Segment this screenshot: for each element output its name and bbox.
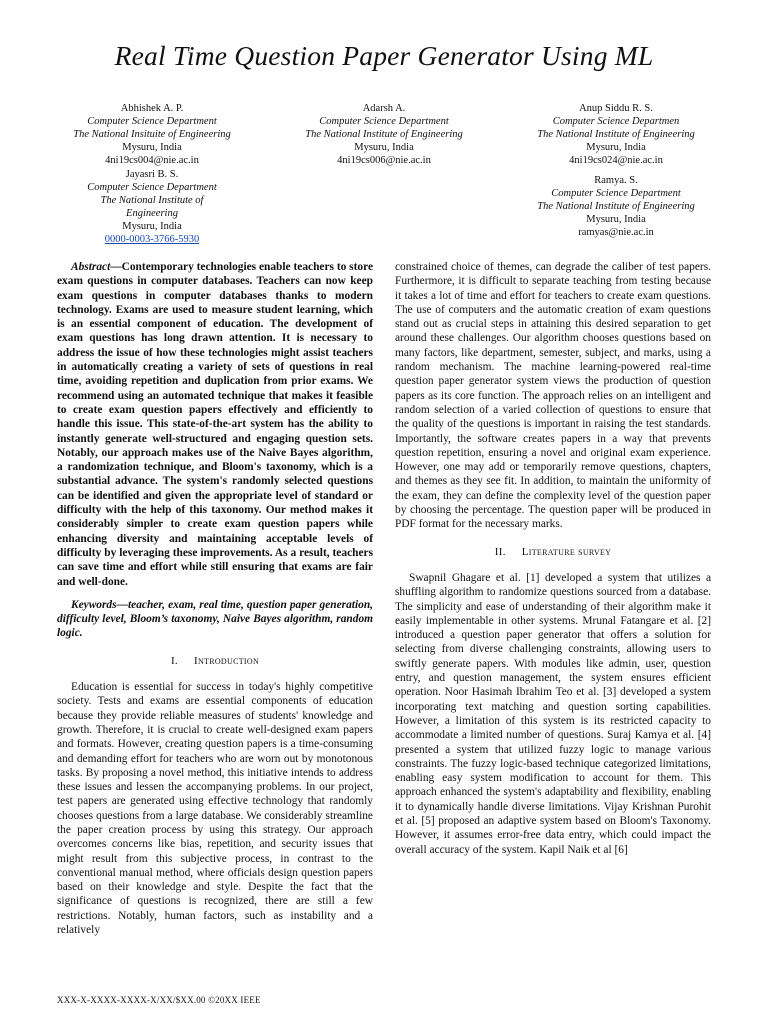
author-email: 4ni19cs004@nie.ac.in: [105, 155, 199, 166]
author-institute: Engineering: [126, 208, 178, 219]
left-column: [57, 260, 373, 937]
author-email: 4ni19cs024@nie.ac.in: [569, 155, 663, 166]
copyright-footer: XXX-X-XXXX-XXXX-X/XX/$XX.00 ©20XX IEEE: [57, 995, 261, 1005]
author-department: Computer Science Department: [319, 116, 449, 127]
author-institute: The National Institute of Engineering: [305, 129, 463, 140]
abstract: Abstract—Contemporary technologies enable teachers to store exam questions in computer databases. Teachers can now keep exam questions in computer databases thanks to modern technology. Exams are used to measure student learning, which is an essential component of education. The development of exam questions has long drawn attention. It is necessary to address the issue of how these technologies might assist teachers in automatically creating a variety of sets of questions in real time, avoiding repetition and duplication from prior exams. We recommend using an automated technique that makes it feasible to create exam question papers effectively and efficiently to handle this issue. This state-of-the-art system has the ability to instantly generate well-structured and engaging question sets. Notably, our approach makes use of the Naive Bayes algorithm, a randomization technique, and Bloom's taxonomy, which is a substantial advance. The system's randomly selected questions can be identified and given the appropriate level of standard or difficulty with the help of this taxonomy. Our method makes it considerably simpler to create exam question papers while enhancing diversity and maintaining acceptable levels of difficulty by leveraging these improvements. As a result, teachers can save time and effort while still ensuring that exams are fair and well-done.: [57, 261, 373, 588]
author-city: Mysuru, India: [122, 142, 182, 153]
introduction-continued-paragraph: constrained choice of themes, can degrade the caliber of test papers. Furthermore, it is difficult to separate teaching from testing because it takes a lot of time and effort for teachers to create exam questions. The use of computers and the automatic creation of exam questions stand out as crucial steps in attaining this desired separation to get around these challenges. Our algorithm chooses questions based on many factors, like department, semester, subject, and marks, using a random mechanism. The machine learning-powered real-time question paper generator system views the production of question papers as its core function. The approach relies on an intelligent and random selection of a varied collection of questions to ensure that the quality of the questions is important in raising the test standards. Importantly, the software creates papers in a way that prevents question repetition, ensuring a novel and original exam experience. However, one may add or temporarily remove questions, chapters, and themes as they see fit. In addition, to maintain the uniformity of the exam, they can define the complexity level of the question paper by choosing the percentage. The question paper will be produced in PDF format for the necessary marks.: [395, 261, 711, 531]
author-department: Computer Science Department: [87, 116, 217, 127]
keywords-text: teacher, exam, real time, question paper generation, difficulty level, Bloom’s taxonomy, Naive Bayes algorithm, random logic.: [57, 598, 373, 640]
author-name: Ramya. S.: [594, 175, 638, 186]
author-name: Adarsh A.: [362, 103, 406, 114]
author-institute: The National Institute of Engineering: [537, 201, 695, 212]
abstract-text: Contemporary technologies enable teachers to store exam questions in computer databases. Teachers can now keep exam questions in computer databases thanks to modern technology. Exams are used to measure student learning, which is an essential component of education. The development of exam questions has long drawn attention. It is necessary to address the issue of how these technologies might assist teachers in automatically creating a variety of sets of questions in real time, avoiding repetition and duplication from prior exams. We recommend using an automated technique that makes it feasible to create exam question papers effectively and efficiently to handle this issue. This state-of-the-art system has the ability to instantly generate well-structured and engaging question sets. Notably, our approach makes use of the Naive Bayes algorithm, a randomization technique, and Bloom's taxonomy, which is a substantial advance. The system's randomly selected questions can be identified and given the appropriate level of standard or difficulty with the help of this taxonomy. Our method makes it considerably simpler to create exam question papers while enhancing diversity and maintaining acceptable levels of difficulty by leveraging these improvements. As a result, teachers can save time and effort while still ensuring that exams are fair and well-done.: [57, 261, 373, 588]
keywords-label: Keywords: [71, 598, 117, 611]
author-city: Mysuru, India: [122, 221, 182, 232]
author-department: Computer Science Departmen: [552, 116, 680, 127]
author-name: Anup Siddu R. S.: [579, 103, 653, 114]
orcid-link[interactable]: 0000-0003-3766-5930: [104, 234, 200, 245]
author-block: [52, 168, 252, 246]
author-institute: The National Institute of Engineering: [537, 129, 695, 140]
author-institute: The National Institute of: [100, 195, 204, 206]
section-heading-literature-survey: II. Literature survey: [494, 545, 612, 558]
author-block: [516, 102, 716, 167]
paper-title: Real Time Question Paper Generator Using ML: [114, 40, 654, 71]
keywords: Keywords—teacher, exam, real time, question paper generation, difficulty level, Bloom’s taxonomy, Naive Bayes algorithm, random logic.: [57, 598, 373, 640]
author-block: [52, 102, 252, 167]
author-block: [516, 174, 716, 239]
author-name: Abhishek A. P.: [120, 103, 184, 114]
right-column: [395, 260, 711, 857]
literature-survey-paragraph: Swapnil Ghagare et al. [1] developed a system that utilizes a shuffling algorithm to randomize questions sourced from a database. The simplicity and ease of understanding of their algorithm make it easily implementable in other systems. Mrunal Fatangare et al. [2] introduced a question paper generator that offers a solution for selecting from diverse challenging constraints, allowing users to swiftly generate papers. With modules like admin, user, question entry, and question management, the system ensures efficient operation. Noor Hasimah Ibrahim Teo et al. [3] developed a system incorporating text matching and question sorting capabilities. However, a limitation of this system is its restricted capacity to accommodate a limited number of questions. Suraj Kamya et al. [4] presented a system that utilized fuzzy logic to manage various constraints. The fuzzy logic-based technique categorized limitations, enabling easy system modification to account for them. This approach enhanced the system's adaptability and flexibility, enabling it to dynamically handle diverse limitations. Vijay Krishnan Purohit et al. [5] proposed an adaptive system based on Bloom's Taxonomy. However, it assumes error-free data entry, which could impact the overall accuracy of the system. Kapil Naik et al [6]: [395, 571, 711, 856]
section-heading-introduction: I. Introduction: [170, 654, 260, 667]
author-department: Computer Science Department: [551, 188, 681, 199]
author-city: Mysuru, India: [586, 142, 646, 153]
introduction-paragraph: Education is essential for success in today's highly competitive society. Tests and exams are essential components of education because they provide reliable measures of students' knowledge and growth. Therefore, it is crucial to create well-designed exam papers and formats. However, creating question papers is a time-consuming and demanding effort for teachers who are worn out by monotonous tasks. By proposing a novel method, this initiative intends to address these issues and lessen the accompanying problems. In our project, test papers are generated using effective technology that randomly chooses questions from a large database. We considerably streamline the paper creation process by using this strategy. Our approach overcomes concerns like bias, repetition, and security issues that might result from this subjective process, in contrast to the conventional manual method, where officials design question papers based on their knowledge and style. Despite the fact that the significance of questions is recognized, there are still a few restrictions. Notably, human factors, such as instability and a relatively: [57, 681, 373, 937]
author-email: ramyas@nie.ac.in: [578, 227, 654, 238]
abstract-label: Abstract: [71, 261, 111, 273]
author-city: Mysuru, India: [586, 214, 646, 225]
author-city: Mysuru, India: [354, 142, 414, 153]
author-name: Jayasri B. S.: [125, 169, 179, 180]
author-block: [284, 102, 484, 167]
author-institute: The National Insituite of Engineering: [73, 129, 231, 140]
author-department: Computer Science Department: [87, 182, 217, 193]
author-email: 4ni19cs006@nie.ac.in: [337, 155, 431, 166]
